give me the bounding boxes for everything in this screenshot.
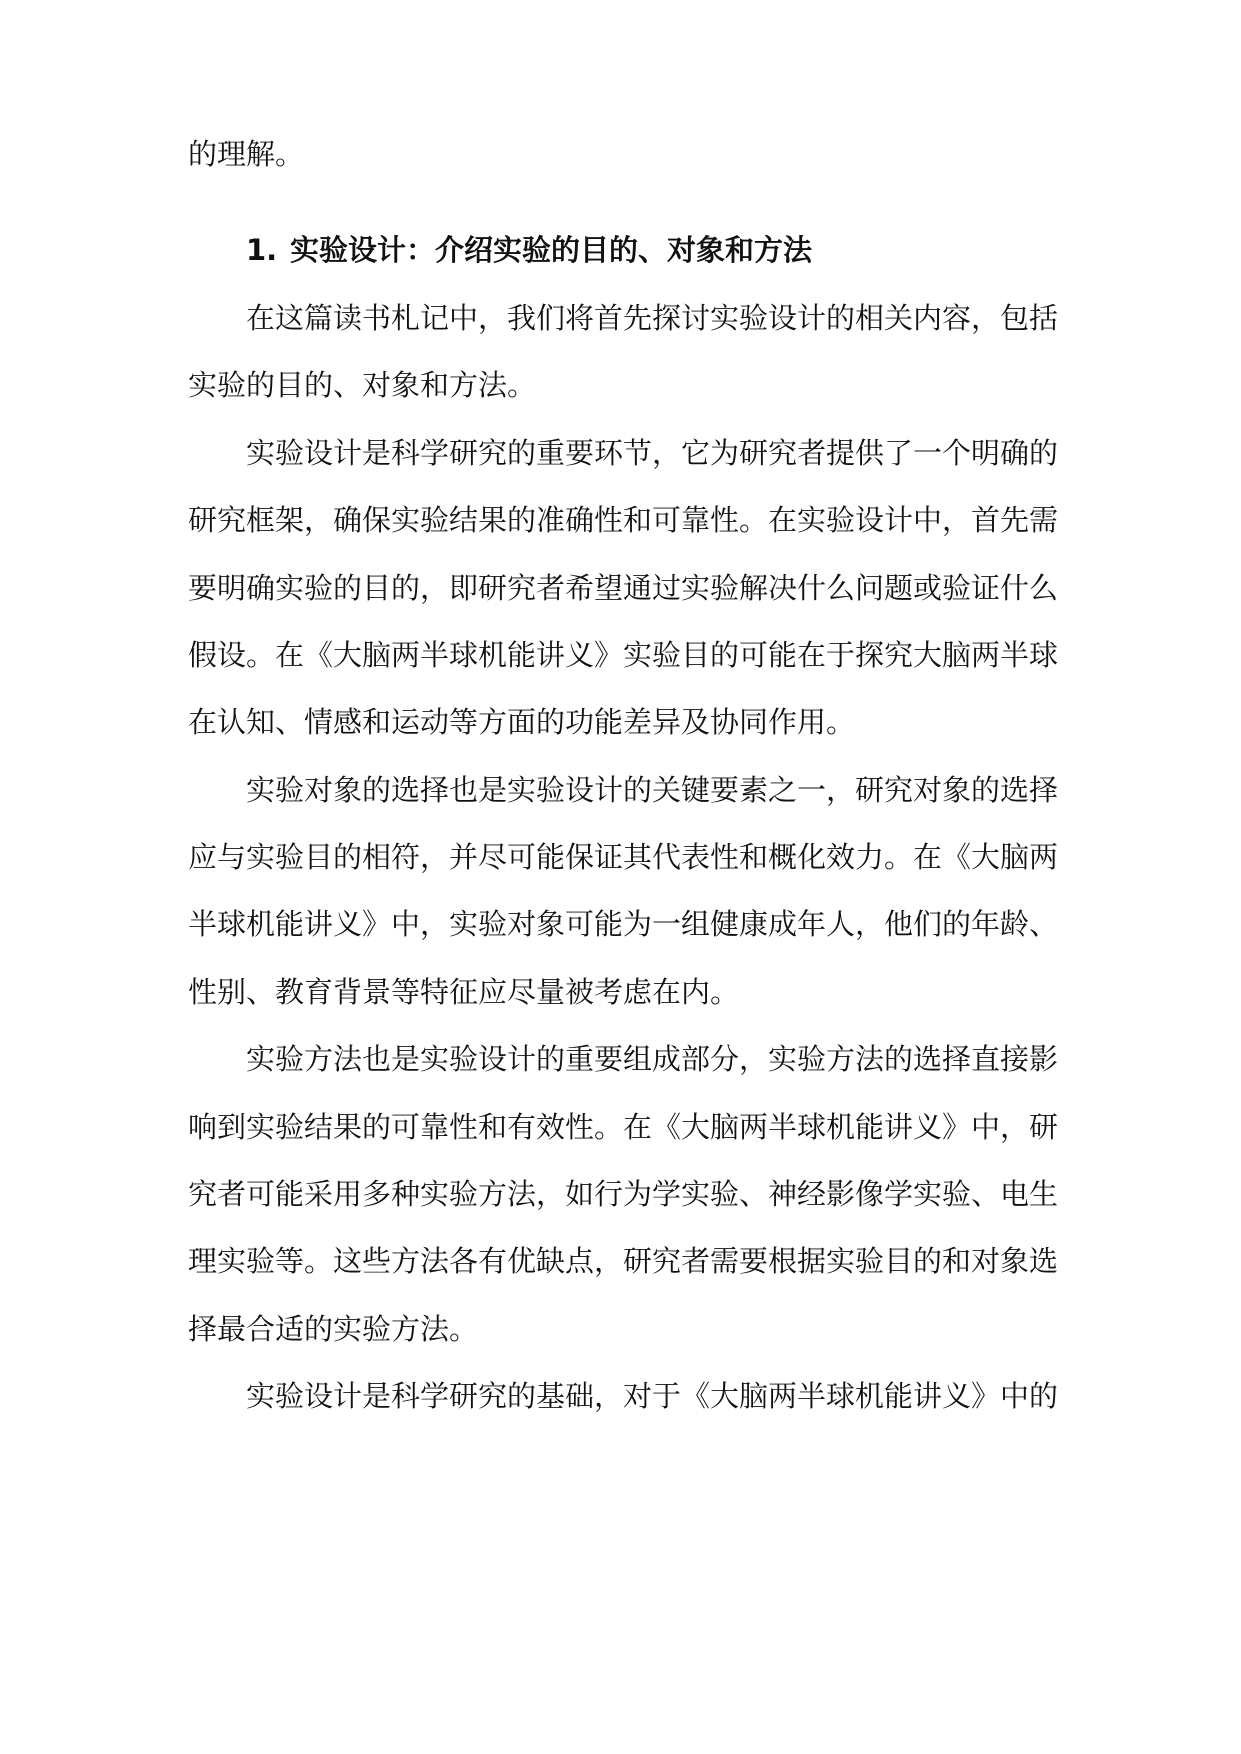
paragraph-line: 实验设计是科学研究的重要环节，它为研究者提供了一个明确的 — [246, 436, 1059, 470]
paragraph-line: 半球机能讲义》中，实验对象可能为一组健康成年人，他们的年龄、 — [188, 907, 1059, 941]
heading-number: 1. — [246, 233, 278, 267]
paragraph-line: 实验对象的选择也是实验设计的关键要素之一，研究对象的选择 — [246, 773, 1059, 807]
text-line: 的理解。 — [188, 137, 305, 171]
paragraph-line: 响到实验结果的可靠性和有效性。在《大脑两半球机能讲义》中，研 — [188, 1110, 1059, 1144]
paragraph-line: 研究框架，确保实验结果的准确性和可靠性。在实验设计中，首先需 — [188, 503, 1059, 537]
paragraph-line: 假设。在《大脑两半球机能讲义》实验目的可能在于探究大脑两半球 — [188, 638, 1059, 672]
paragraph-line: 要明确实验的目的，即研究者希望通过实验解决什么问题或验证什么 — [188, 571, 1059, 605]
paragraph-line: 择最合适的实验方法。 — [188, 1312, 479, 1346]
paragraph-line: 究者可能采用多种实验方法，如行为学实验、神经影像学实验、电生 — [188, 1177, 1059, 1211]
paragraph-line: 实验的目的、对象和方法。 — [188, 368, 537, 402]
paragraph-line: 实验设计是科学研究的基础，对于《大脑两半球机能讲义》中的 — [246, 1379, 1059, 1413]
heading-title: 实验设计：介绍实验的目的、对象和方法 — [290, 233, 813, 267]
paragraph-line: 性别、教育背景等特征应尽量被考虑在内。 — [188, 975, 740, 1009]
paragraph-line: 在认知、情感和运动等方面的功能差异及协同作用。 — [188, 705, 856, 739]
paragraph-line: 在这篇读书札记中，我们将首先探讨实验设计的相关内容，包括 — [246, 301, 1059, 335]
section-heading — [246, 232, 812, 268]
paragraph-line: 应与实验目的相符，并尽可能保证其代表性和概化效力。在《大脑两 — [188, 840, 1059, 874]
paragraph-line: 实验方法也是实验设计的重要组成部分，实验方法的选择直接影 — [246, 1042, 1059, 1076]
paragraph-line: 理实验等。这些方法各有优缺点，研究者需要根据实验目的和对象选 — [188, 1244, 1059, 1278]
